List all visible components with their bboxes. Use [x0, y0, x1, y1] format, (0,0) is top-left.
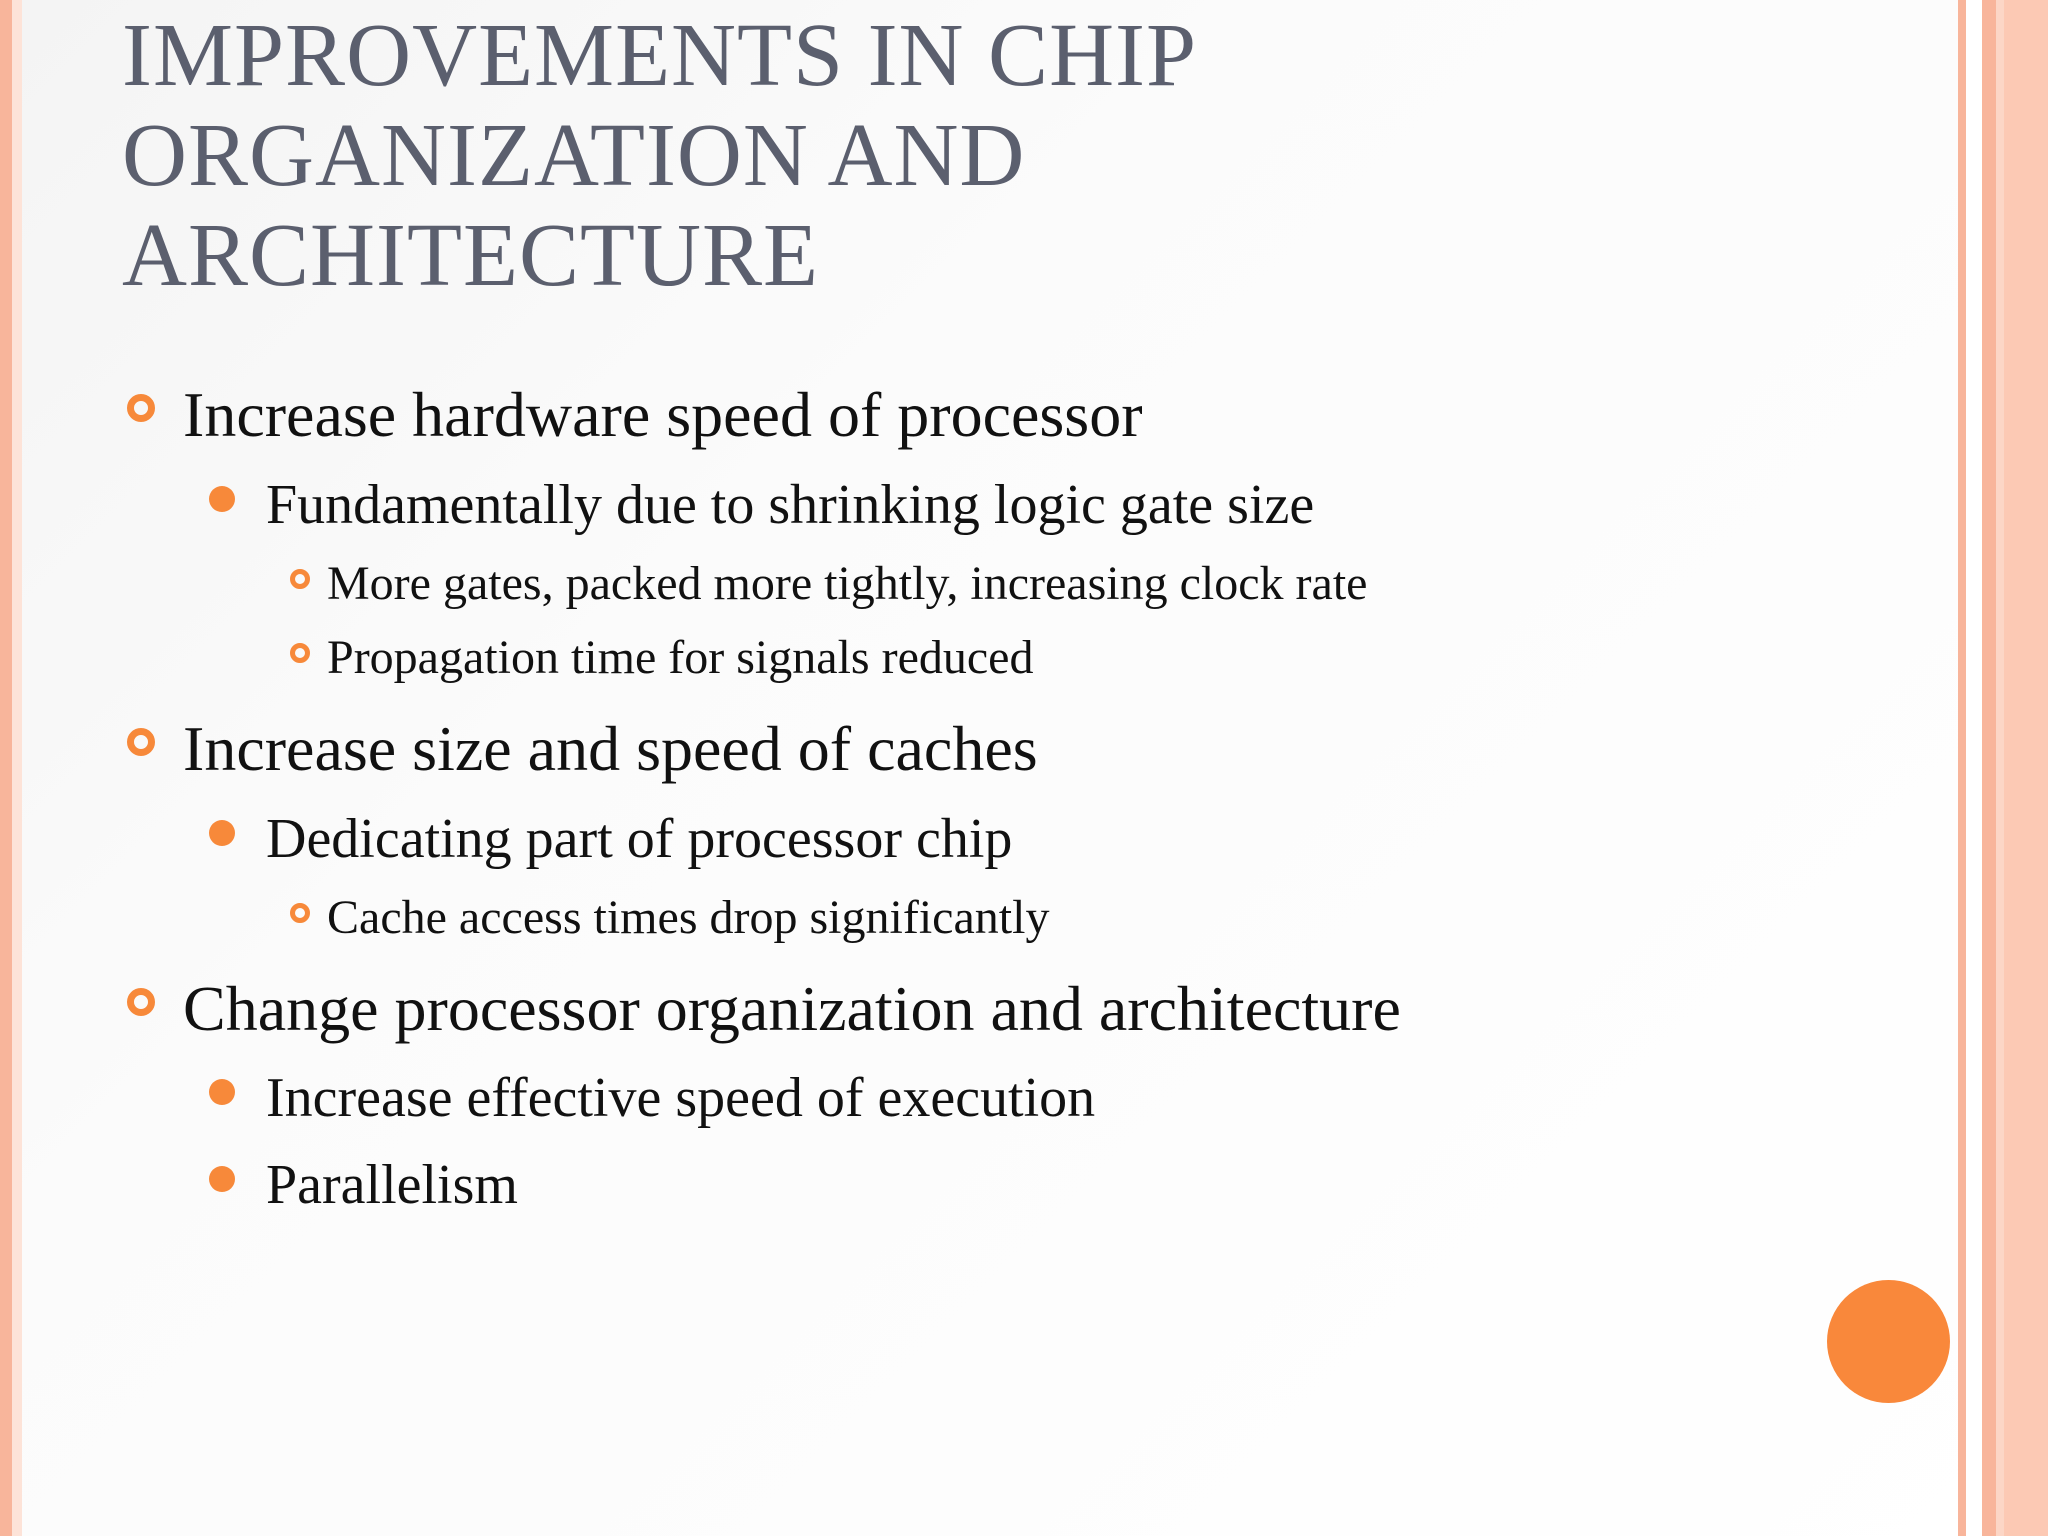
right-border-strip-1 — [1958, 0, 1966, 1536]
bullet-level3: Cache access times drop significantly — [327, 891, 1050, 944]
title-line-3: ARCHITECTURE — [122, 206, 819, 305]
slide-title — [122, 6, 1722, 306]
hollow-ring-icon — [127, 394, 155, 422]
bullet-level2: Dedicating part of processor chip — [266, 808, 1013, 870]
right-border-strip-4 — [1996, 0, 2004, 1536]
bullet-level3: More gates, packed more tightly, increasing clock rate — [327, 557, 1368, 610]
right-border-strip-5 — [2004, 0, 2048, 1536]
bullet-level1: Change processor organization and architecture — [183, 973, 1401, 1044]
small-ring-icon — [290, 643, 310, 663]
decorative-circle-icon — [1827, 1280, 1950, 1403]
small-ring-icon — [290, 569, 310, 589]
filled-dot-icon — [209, 1079, 235, 1105]
small-ring-icon — [290, 903, 310, 923]
left-border-inner-strip — [12, 0, 22, 1536]
bullet-level1: Increase hardware speed of processor — [183, 379, 1143, 450]
hollow-ring-icon — [127, 728, 155, 756]
title-line-2: ORGANIZATION AND — [122, 106, 1026, 205]
right-border-strip-3 — [1982, 0, 1996, 1536]
bullet-level1: Increase size and speed of caches — [183, 713, 1038, 784]
title-line-1: IMPROVEMENTS IN CHIP — [122, 6, 1198, 105]
bullet-level2: Parallelism — [266, 1154, 518, 1216]
bullet-level2: Fundamentally due to shrinking logic gate size — [266, 474, 1315, 536]
bullet-level3: Propagation time for signals reduced — [327, 631, 1034, 684]
right-border-strip-2 — [1966, 0, 1982, 1536]
bullet-level2: Increase effective speed of execution — [266, 1067, 1096, 1129]
hollow-ring-icon — [127, 988, 155, 1016]
filled-dot-icon — [209, 1166, 235, 1192]
filled-dot-icon — [209, 486, 235, 512]
left-border-strip — [0, 0, 12, 1536]
filled-dot-icon — [209, 820, 235, 846]
